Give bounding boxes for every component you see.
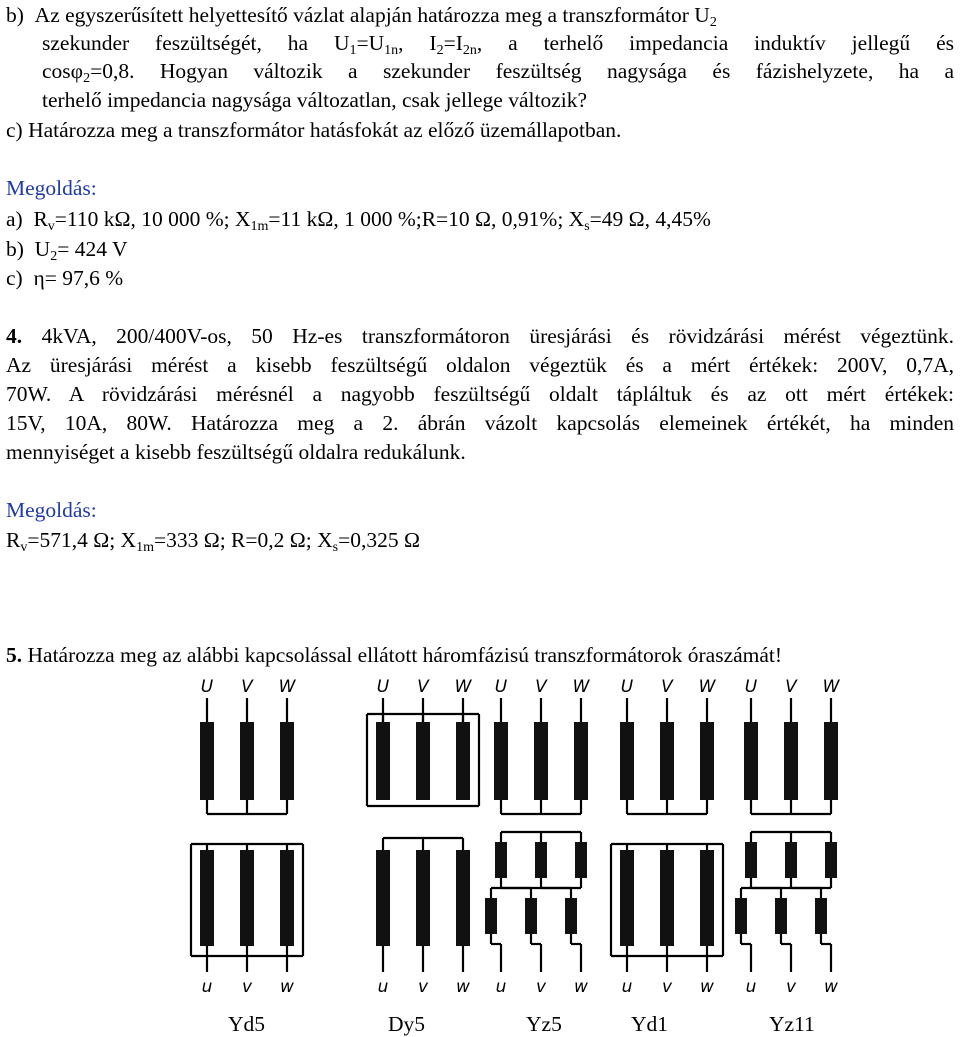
winding	[376, 850, 390, 946]
caption-yd5: Yd5	[228, 1012, 266, 1036]
terminal-label: W	[572, 677, 590, 697]
caption-yd1: Yd1	[631, 1012, 669, 1036]
part-c-line: c) Határozza meg a transzformátor hatásfokát az előző üzemállapotban.	[6, 118, 622, 142]
terminal-label: W	[822, 677, 840, 697]
caption-yz5: Yz5	[526, 1012, 562, 1036]
winding	[240, 850, 254, 946]
winding	[574, 722, 588, 800]
task-4-line-3: 70W. A rövidzárási mérésnél a nagyobb feszültségű oldalt tápláltuk és az ott mért értékek:	[6, 382, 954, 406]
winding	[534, 722, 548, 800]
winding	[815, 898, 827, 934]
winding	[280, 722, 294, 800]
task-5-line: 5. Határozza meg az alábbi kapcsolással ellátott háromfázisú transzformátorok óraszámát!	[6, 643, 783, 667]
winding	[744, 722, 758, 800]
winding	[456, 850, 470, 946]
winding	[745, 842, 757, 878]
part-b-line-3: cosφ$_2$=0,8. Hogyan változik a szekunder feszültség nagysága és fázishelyzete, ha a	[42, 59, 954, 86]
part-b-line-4: terhelő impedancia nagysága változatlan, csak jellege változik?	[42, 88, 588, 112]
terminal-label: U	[376, 677, 390, 697]
solution-1-b: b) $U_2= 424$ V	[6, 237, 128, 264]
winding	[240, 722, 254, 800]
terminal-label: v	[241, 977, 253, 997]
winding	[735, 898, 747, 934]
solution-1-c: c) η= 97,6 %	[6, 266, 124, 290]
terminal-label: u	[745, 977, 757, 997]
terminal-label: W	[454, 677, 472, 697]
winding	[525, 898, 537, 934]
terminal-label: V	[661, 677, 673, 697]
winding	[784, 722, 798, 800]
terminal-label: w	[456, 977, 470, 997]
terminal-label: V	[535, 677, 547, 697]
winding	[456, 722, 470, 800]
solution-heading-1: Megoldás:	[6, 176, 97, 200]
winding	[700, 850, 714, 946]
terminal-label: U	[200, 677, 214, 697]
terminal-label: u	[201, 977, 213, 997]
winding	[700, 722, 714, 800]
solution-1-a: a) $R_v=110$ kΩ, 10 000 %; $X_{1m}=11$ kΩ, 1 000 %;R=10 Ω, 0,91%; $X_s=49$ Ω, 4,45%	[6, 207, 711, 234]
winding	[416, 850, 430, 946]
task-4-line-4: 15V, 10A, 80W. Határozza meg a 2. ábrán vázolt kapcsolás elemeinek értékét, ha minden	[6, 411, 954, 435]
terminal-label: v	[661, 977, 673, 997]
terminal-label: u	[495, 977, 507, 997]
winding	[620, 850, 634, 946]
terminal-label: W	[698, 677, 716, 697]
winding	[200, 722, 214, 800]
terminal-label: u	[621, 977, 633, 997]
terminal-label: v	[785, 977, 797, 997]
terminal-label: V	[241, 677, 253, 697]
winding	[660, 722, 674, 800]
caption-dy5: Dy5	[388, 1012, 426, 1036]
winding	[575, 842, 587, 878]
terminal-label: w	[280, 977, 294, 997]
winding	[824, 722, 838, 800]
terminal-label: V	[417, 677, 429, 697]
terminal-label: u	[377, 977, 389, 997]
winding	[494, 722, 508, 800]
terminal-label: U	[494, 677, 508, 697]
task-4-line-1: 4. 4kVA, 200/400V-os, 50 Hz-es transzformátoron üresjárási és rövidzárási mérést végeztünk.	[6, 324, 954, 348]
task-4-line-2: Az üresjárási mérést a kisebb feszültségű oldalon végeztük és a mért értékek: 200V, 0,7A,	[6, 353, 954, 377]
winding	[495, 842, 507, 878]
transformer-diagrams	[185, 672, 845, 1007]
terminal-label: v	[417, 977, 429, 997]
task-4-line-5: mennyiséget a kisebb feszültségű oldalra redukálunk.	[6, 440, 466, 464]
part-b-line-2: szekunder feszültségét, ha $U_1=U_{1n}$, $I_2=I_{2n}$, a terhelő impedancia induktív jellegű és	[42, 31, 954, 58]
winding	[485, 898, 497, 934]
terminal-label: U	[620, 677, 634, 697]
terminal-label: V	[785, 677, 797, 697]
winding	[825, 842, 837, 878]
winding	[660, 850, 674, 946]
winding	[200, 850, 214, 946]
winding	[535, 842, 547, 878]
winding	[785, 842, 797, 878]
part-b-line-1: b) Az egyszerűsített helyettesítő vázlat alapján határozza meg a transzformátor $U_2$	[6, 3, 717, 30]
terminal-label: w	[700, 977, 714, 997]
winding	[565, 898, 577, 934]
solution-heading-2: Megoldás:	[6, 498, 97, 522]
winding	[620, 722, 634, 800]
winding	[416, 722, 430, 800]
winding	[376, 722, 390, 800]
terminal-label: U	[744, 677, 758, 697]
terminal-label: W	[278, 677, 296, 697]
terminal-label: w	[574, 977, 588, 997]
terminal-label: w	[824, 977, 838, 997]
solution-2-values: $R_v=571,4$ Ω; $X_{1m}=333$ Ω; R=0,2 Ω; $X_s=0,325$ Ω	[6, 528, 420, 555]
terminal-label: v	[535, 977, 547, 997]
winding	[280, 850, 294, 946]
caption-yz11: Yz11	[769, 1012, 815, 1036]
winding	[775, 898, 787, 934]
